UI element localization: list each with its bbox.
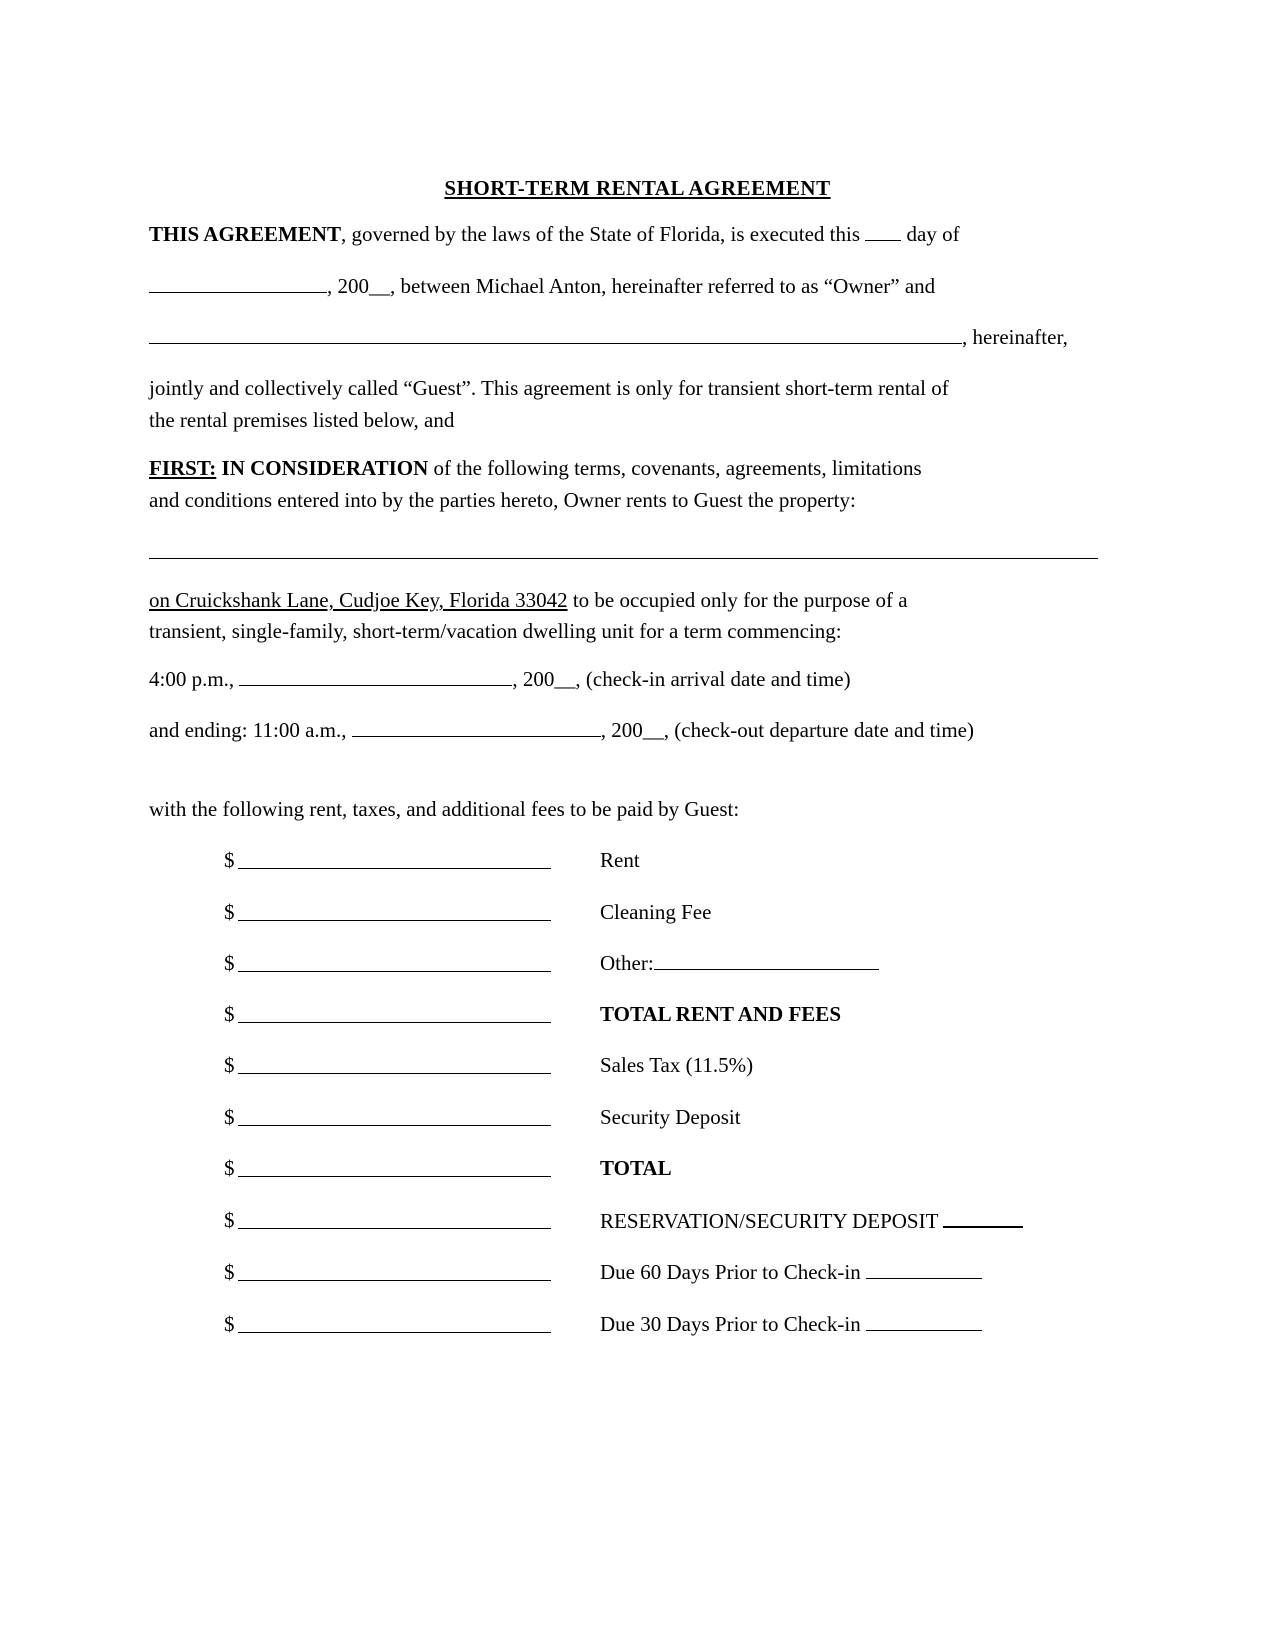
other-amount-blank[interactable]: [238, 953, 551, 972]
checkin-date-blank[interactable]: [239, 667, 512, 686]
sales-tax-label: Sales Tax (11.5%): [600, 1053, 754, 1077]
property-line-1: on Cruickshank Lane, Cudjoe Key, Florida 33042 to be occupied only for the purpose of a: [149, 588, 908, 612]
checkin-line: 4:00 p.m., , 200__, (check-in arrival date and time): [149, 667, 851, 691]
currency-symbol: $: [224, 1156, 235, 1180]
currency-symbol: $: [224, 1053, 235, 1077]
cleaning-label: Cleaning Fee: [600, 900, 712, 924]
security-label: Security Deposit: [600, 1105, 741, 1129]
month-blank[interactable]: [149, 274, 327, 293]
checkout-date-blank[interactable]: [352, 718, 601, 737]
property-blank[interactable]: [149, 540, 1098, 559]
agreement-line-4: jointly and collectively called “Guest”. This agreement is only for transient short-term rental of: [149, 376, 949, 400]
first-clause-line-1: FIRST: IN CONSIDERATION of the following terms, covenants, agreements, limitations: [149, 456, 922, 480]
agreement-line-5: the rental premises listed below, and: [149, 408, 455, 432]
rent-label: Rent: [600, 848, 640, 872]
agreement-lead: THIS AGREEMENT: [149, 222, 341, 246]
due60-blank[interactable]: [866, 1260, 982, 1279]
currency-symbol: $: [224, 951, 235, 975]
currency-symbol: $: [224, 1105, 235, 1129]
property-blank-line: [149, 540, 1098, 564]
sales-tax-amount-blank[interactable]: [238, 1055, 551, 1074]
total-label: TOTAL: [600, 1156, 672, 1180]
due60-label: Due 60 Days Prior to Check-in: [600, 1260, 861, 1284]
property-address: on Cruickshank Lane, Cudjoe Key, Florida 33042: [149, 588, 568, 612]
agreement-line-3: , hereinafter,: [149, 325, 1068, 349]
first-clause-line-2: and conditions entered into by the parties hereto, Owner rents to Guest the property:: [149, 488, 856, 512]
total-amount-blank[interactable]: [238, 1158, 551, 1177]
currency-symbol: $: [224, 1208, 235, 1232]
document-title: SHORT-TERM RENTAL AGREEMENT: [444, 176, 831, 200]
reservation-label: RESERVATION/SECURITY DEPOSIT: [600, 1209, 939, 1233]
agreement-line-2: , 200__, between Michael Anton, hereinafter referred to as “Owner” and: [149, 274, 935, 298]
currency-symbol: $: [224, 1312, 235, 1336]
cleaning-amount-blank[interactable]: [238, 902, 551, 921]
due30-blank[interactable]: [866, 1312, 982, 1331]
security-amount-blank[interactable]: [238, 1107, 551, 1126]
currency-symbol: $: [224, 1002, 235, 1026]
first-label: FIRST:: [149, 456, 217, 480]
checkout-line: and ending: 11:00 a.m., , 200__, (check-out departure date and time): [149, 718, 974, 742]
due60-amount-blank[interactable]: [238, 1262, 551, 1281]
fees-intro: with the following rent, taxes, and additional fees to be paid by Guest:: [149, 797, 740, 821]
guest-name-blank[interactable]: [149, 325, 962, 344]
currency-symbol: $: [224, 900, 235, 924]
currency-symbol: $: [224, 1260, 235, 1284]
other-description-blank[interactable]: [654, 951, 879, 970]
agreement-line-1: THIS AGREEMENT, governed by the laws of the State of Florida, is executed this day of: [149, 222, 960, 246]
due30-amount-blank[interactable]: [238, 1314, 551, 1333]
currency-symbol: $: [224, 848, 235, 872]
reservation-amount-blank[interactable]: [238, 1210, 551, 1229]
rent-amount-blank[interactable]: [238, 850, 551, 869]
other-label: Other:: [600, 951, 654, 975]
total-rent-fees-amount-blank[interactable]: [238, 1004, 551, 1023]
total-rent-fees-label: TOTAL RENT AND FEES: [600, 1002, 841, 1026]
due30-label: Due 30 Days Prior to Check-in: [600, 1312, 861, 1336]
first-lead: IN CONSIDERATION: [221, 456, 429, 480]
reservation-blank[interactable]: [943, 1208, 1023, 1228]
day-blank[interactable]: [865, 222, 901, 241]
property-line-2: transient, single-family, short-term/vacation dwelling unit for a term commencing:: [149, 619, 842, 643]
